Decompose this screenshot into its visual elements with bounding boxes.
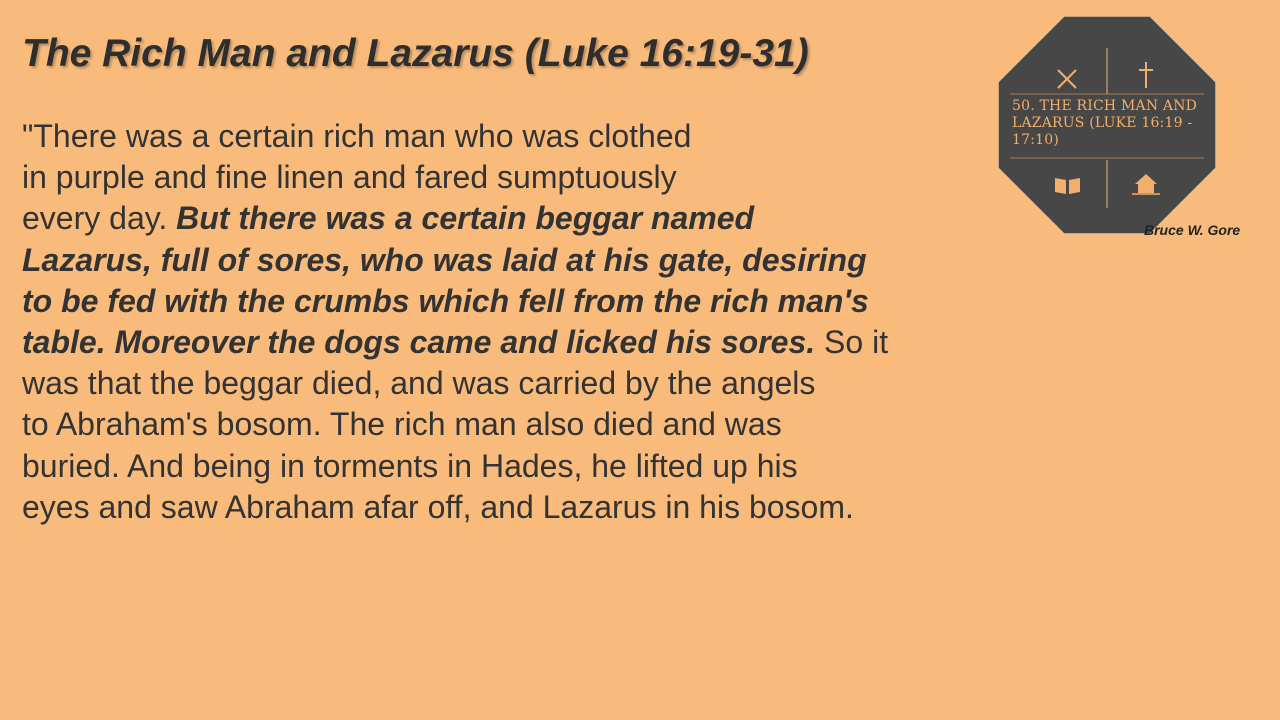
passage-emphasis: But there was a certain beggar named xyxy=(176,200,755,237)
scripture-passage xyxy=(22,116,1052,528)
author-name: Bruce W. Gore xyxy=(1144,222,1241,238)
passage-line: was that the beggar died, and was carried by the angels xyxy=(22,365,816,402)
passage-line: in purple and fine linen and fared sumptuously xyxy=(22,159,677,196)
passage-line: "There was a certain rich man who was clothed xyxy=(22,118,692,154)
passage-emphasis-line: Lazarus, full of sores, who was laid at his gate, desiring xyxy=(22,241,867,278)
passage-emphasis-line: to be fed with the crumbs which fell from the rich man's xyxy=(22,282,869,319)
passage-line xyxy=(22,198,1052,239)
passage-line: to Abraham's bosom. The rich man also died and was xyxy=(22,406,782,443)
passage-emphasis: table. Moreover the dogs came and licked his sores. xyxy=(22,324,816,361)
slide-title: The Rich Man and Lazarus (Luke 16:19-31) xyxy=(22,32,809,75)
passage-line: buried. And being in torments in Hades, he lifted up his xyxy=(22,447,798,484)
badge-caption: 50. THE RICH MAN AND LAZARUS (LUKE 16:19 - 17:10) xyxy=(1012,98,1198,148)
passage-line xyxy=(22,322,1052,363)
passage-text: every day. xyxy=(22,200,177,237)
passage-text: So it xyxy=(815,324,889,361)
passage-line: eyes and saw Abraham afar off, and Lazarus in his bosom. xyxy=(22,488,854,525)
